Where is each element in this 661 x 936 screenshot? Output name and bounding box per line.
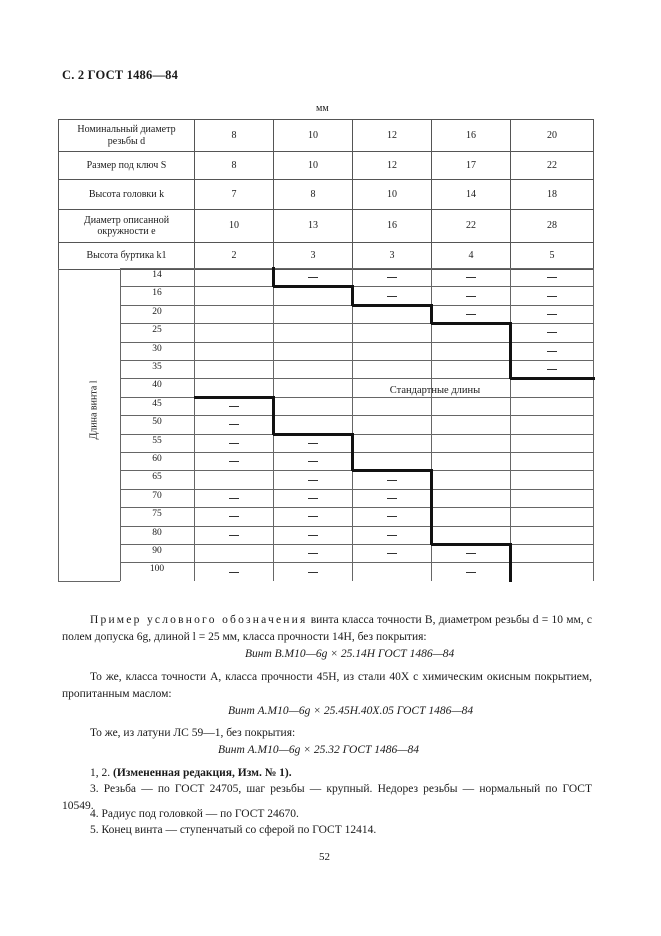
cell: 2 (195, 243, 274, 270)
note-5: 5. Конец винта — ступенчатый со сферой по ГОСТ 12414. (90, 824, 377, 836)
grid-column-line (510, 268, 511, 581)
length-value: 20 (152, 306, 162, 317)
boundary-line (430, 304, 433, 324)
cell: 16 (432, 120, 511, 152)
dimensions-table (58, 119, 594, 270)
designation-formula-2: Винт А.М10—6g × 25.45Н.40Х.05 ГОСТ 1486—84 (228, 705, 474, 717)
dash-mark (387, 498, 397, 499)
dash-mark (387, 277, 397, 278)
dash-mark (229, 516, 239, 517)
cell: 18 (511, 180, 594, 210)
cell: 4 (432, 243, 511, 270)
grid-column-line (120, 268, 121, 581)
row-wrench-size (59, 152, 594, 180)
boundary-line (351, 285, 354, 305)
dash-mark (229, 498, 239, 499)
grid-bottom-border (58, 581, 120, 582)
page-header: С. 2 ГОСТ 1486—84 (62, 68, 179, 82)
row-circumscribed-diameter (59, 210, 594, 243)
dash-mark (308, 572, 318, 573)
cell: 3 (274, 243, 353, 270)
boundary-line (352, 469, 433, 472)
dash-mark (387, 516, 397, 517)
boundary-line (272, 396, 275, 435)
dash-mark (229, 535, 239, 536)
cell: 16 (353, 210, 432, 243)
dash-mark (229, 443, 239, 444)
length-value: 90 (152, 546, 162, 556)
boundary-line (509, 543, 512, 582)
cell: 10 (274, 120, 353, 152)
cell: 13 (274, 210, 353, 243)
boundary-line (509, 322, 512, 379)
dash-mark (387, 480, 397, 481)
length-value: 100 (149, 564, 165, 575)
dash-mark (466, 553, 476, 554)
note-3: 3. Резьба — по ГОСТ 24705, шаг резьбы — крупный. Недорез резьбы — нормальный по ГОСТ 10549. (62, 783, 592, 812)
length-value: 14 (152, 270, 162, 280)
dash-mark (387, 296, 397, 297)
unit-label: мм (316, 103, 329, 114)
example-paragraph (62, 612, 592, 645)
cell: 20 (511, 120, 594, 152)
length-value: 75 (152, 509, 162, 520)
length-value: 45 (152, 398, 162, 409)
dash-mark (308, 461, 318, 462)
cell: 8 (195, 120, 274, 152)
cell: 5 (511, 243, 594, 270)
grid-column-line (194, 268, 195, 581)
note-1-2-bold: (Измененная редакция, Изм. № 1). (113, 767, 292, 779)
row-label: Высота головки k (59, 180, 195, 210)
dash-mark (308, 498, 318, 499)
paragraph-brass: То же, из латуни ЛС 59—1, без покрытия: (90, 727, 296, 739)
dash-mark (308, 516, 318, 517)
length-value: 55 (152, 435, 162, 446)
length-value: 40 (152, 380, 162, 391)
dash-mark (387, 553, 397, 554)
cell: 22 (432, 210, 511, 243)
length-value: 16 (152, 288, 162, 299)
boundary-line (351, 433, 354, 472)
designation-formula-1: Винт В.М10—6g × 25.14Н ГОСТ 1486—84 (245, 648, 455, 660)
standard-lengths-label: Стандартные длины (389, 385, 481, 396)
row-label: Диаметр описанной окружности e (59, 210, 195, 243)
dash-mark (229, 572, 239, 573)
boundary-line (352, 304, 433, 307)
boundary-line (194, 396, 275, 399)
length-value: 60 (152, 454, 162, 464)
cell: 10 (274, 152, 353, 180)
note-1-2 (62, 765, 592, 782)
length-value: 30 (152, 343, 162, 354)
grid-column-line (352, 268, 353, 581)
length-value: 80 (152, 527, 162, 538)
cell: 14 (432, 180, 511, 210)
length-value: 65 (152, 472, 162, 483)
grid-column-line (593, 268, 594, 581)
dash-mark (308, 535, 318, 536)
dash-mark (308, 553, 318, 554)
cell: 8 (274, 180, 353, 210)
dash-mark (466, 572, 476, 573)
boundary-line (431, 543, 512, 546)
dash-mark (229, 461, 239, 462)
grid-left-border (58, 268, 59, 581)
cell: 28 (511, 210, 594, 243)
length-value: 50 (152, 417, 162, 428)
dash-mark (466, 314, 476, 315)
row-label: Высота буртика k1 (59, 243, 195, 270)
example-body: винта класса точности В, диаметром резьбы d = 10 мм, с полем допуска 6g, длиной l = 25 мм, класса прочности 14Н, без покрытия: (62, 614, 592, 643)
cell: 12 (353, 152, 432, 180)
length-value: 35 (152, 362, 162, 372)
dash-mark (308, 480, 318, 481)
dash-mark (547, 332, 557, 333)
dash-mark (547, 277, 557, 278)
page-number: 52 (319, 851, 330, 863)
boundary-line (273, 433, 354, 436)
length-value: 25 (152, 325, 162, 336)
paragraph-class-a: То же, класса точности А, класса прочности 45Н, из стали 40Х с химическим окисным покрытием, пропитанным маслом: (62, 671, 592, 700)
dash-mark (229, 406, 239, 407)
dash-mark (547, 296, 557, 297)
note-1-2-prefix: 1, 2. (90, 767, 113, 779)
example-heading: Пример условного обозначения (90, 614, 308, 626)
designation-formula-3: Винт А.М10—6g × 25.32 ГОСТ 1486—84 (218, 744, 419, 756)
cell: 22 (511, 152, 594, 180)
boundary-line (510, 377, 595, 380)
dash-mark (229, 424, 239, 425)
cell: 7 (195, 180, 274, 210)
dash-mark (387, 535, 397, 536)
boundary-line (273, 285, 354, 288)
dash-mark (547, 351, 557, 352)
row-label: Размер под ключ S (59, 152, 195, 180)
dash-mark (308, 277, 318, 278)
dash-mark (547, 314, 557, 315)
dash-mark (466, 296, 476, 297)
length-value: 70 (152, 490, 162, 501)
boundary-line (430, 469, 433, 545)
cell: 17 (432, 152, 511, 180)
row-collar-height (59, 243, 594, 270)
note-4: 4. Радиус под головкой — по ГОСТ 24670. (90, 808, 299, 820)
length-axis-text: Длина винта l (88, 380, 100, 440)
dash-mark (466, 277, 476, 278)
cell: 12 (353, 120, 432, 152)
row-label: Номинальный диаметр резьбы d (59, 120, 195, 152)
boundary-line (272, 267, 275, 287)
boundary-line (431, 322, 512, 325)
cell: 8 (195, 152, 274, 180)
length-grid (58, 268, 593, 582)
cell: 3 (353, 243, 432, 270)
row-head-height (59, 180, 594, 210)
row-diameter (59, 120, 594, 152)
cell: 10 (353, 180, 432, 210)
cell: 10 (195, 210, 274, 243)
dash-mark (547, 369, 557, 370)
dash-mark (308, 443, 318, 444)
